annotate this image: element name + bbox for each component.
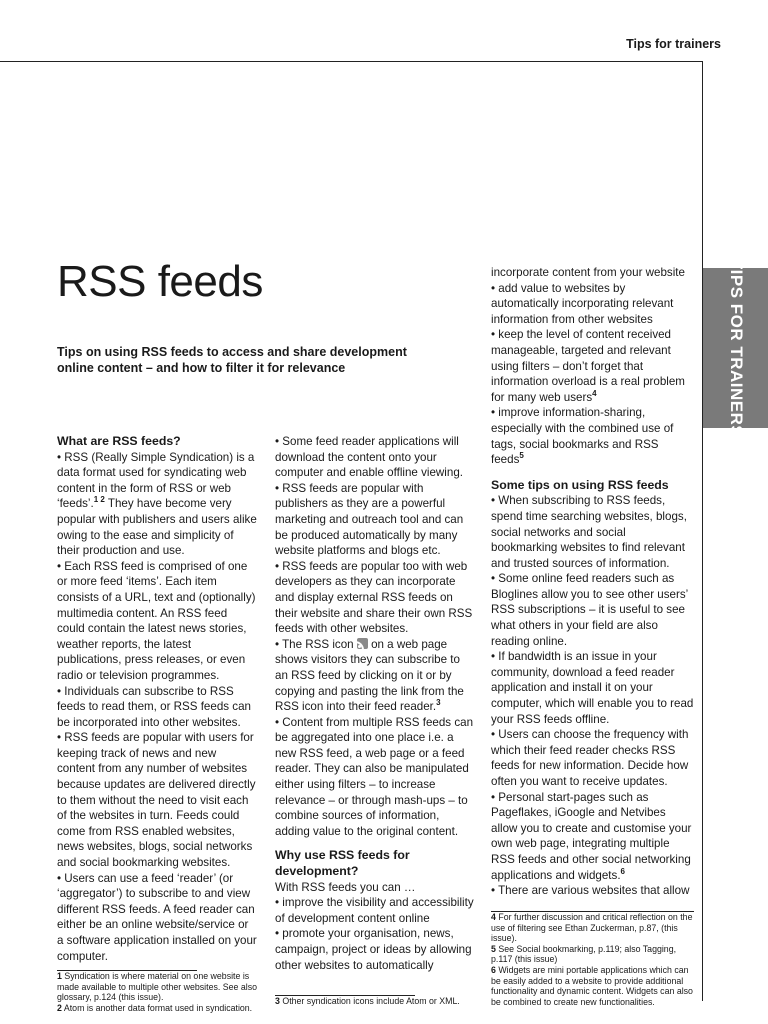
footnote: 2 Atom is another data format used in syndication.	[57, 1002, 253, 1013]
paragraph: incorporate content from your website	[491, 266, 685, 279]
footnote: 1 Syndication is where material on one website is made available to multiple other websites. See also glossary, p.124 (this issue).	[57, 971, 257, 1003]
paragraph: • Users can choose the frequency with which their feed reader checks RSS feeds for new information. Decide how often you want to receive updates.	[491, 728, 689, 788]
column-3	[491, 265, 694, 899]
paragraph: • improve information-sharing, especially with the combined use of tags, social bookmarks and RSS feeds$^5$	[491, 406, 674, 467]
paragraph: • improve the visibility and accessibility of development content online	[275, 896, 474, 925]
paragraph: • promote your organisation, news, campaign, project or ideas by allowing other websites to automatically	[275, 927, 472, 972]
section-heading-some-tips: Some tips on using RSS feeds	[491, 477, 669, 492]
paragraph: • RSS feeds are popular with publishers as they are a powerful marketing and outreach tool and can be produced automatically by many website platforms and blogs etc.	[275, 481, 464, 558]
paragraph: With RSS feeds you can …	[275, 880, 416, 894]
running-header: Tips for trainers	[626, 37, 721, 51]
margin-rule	[702, 61, 703, 1001]
footnote: 6 Widgets are mini portable applications which can be easily added to a website to provide additional functionality and dynamic content. Widgets can also be combined to create new functionalities.	[491, 964, 693, 1007]
footnotes-col-1	[57, 970, 257, 1013]
paragraph: • Users can use a feed ‘reader’ (or ‘aggregator’) to subscribe to and view different RSS feeds. A feed reader can either be an online website/service or a software application installed on your computer.	[57, 871, 257, 963]
side-tab-label: TIPS FOR TRAINERS	[726, 258, 746, 438]
paragraph: • add value to websites by automatically incorporating relevant information from other websites	[491, 281, 674, 326]
header-rule	[0, 61, 703, 62]
footnote-ref: 5	[519, 451, 524, 461]
paragraph: • Some online feed readers such as Bloglines allow you to see other users’ RSS subscriptions – it is useful to see what others in your field are also reading online.	[491, 572, 688, 648]
paragraph: • keep the level of content received manageable, targeted and relevant using filters – don’t forget that information overload is a real problem for many web users$^4$	[491, 328, 685, 404]
paragraph: • When subscribing to RSS feeds, spend time searching websites, blogs, social networks and social bookmarking websites to find relevant and trusted sources of information.	[491, 494, 687, 570]
footnote: 5 See Social bookmarking, p.119; also Tagging, p.117 (this issue)	[491, 943, 677, 965]
paragraph: • The RSS icon on a web page shows visitors they can subscribe to an RSS feed by clicking on it or by copying and pasting the link from the RSS icon into their feed reader.$^3$	[275, 637, 464, 714]
paragraph: • There are various websites that allow	[491, 884, 690, 898]
article-title: RSS feeds	[57, 257, 263, 306]
footnote: 3 Other syndication icons include Atom or XML.	[275, 996, 460, 1006]
standfirst: Tips on using RSS feeds to access and share development online content – and how to filter it for relevance	[57, 345, 407, 375]
footnote-ref: 3	[436, 698, 441, 708]
paragraph: • Individuals can subscribe to RSS feeds to read them, or RSS feeds can be incorporated into other websites.	[57, 684, 251, 729]
footnote-ref: 1 2	[93, 495, 105, 505]
paragraph: • If bandwidth is an issue in your community, download a feed reader application and install it on your computer, which will enable you to read your RSS feeds offline.	[491, 650, 694, 726]
paragraph: • Some feed reader applications will download the content onto your computer and enable offline viewing.	[275, 435, 463, 480]
column-2	[275, 434, 475, 973]
footnote-ref: 6	[620, 866, 625, 876]
paragraph: • RSS feeds are popular too with web developers as they can incorporate and display external RSS feeds on their website and share their own RSS feeds with other websites.	[275, 559, 473, 636]
side-tab	[703, 258, 768, 438]
paragraph: • Each RSS feed is comprised of one or more feed ‘items’. Each item consists of a URL, text and (optionally) multimedia content. An RSS feed could contain the latest news stories, weather reports, the latest publications, press releases, or even radio or television programmes.	[57, 559, 256, 682]
paragraph: • Content from multiple RSS feeds can be aggregated into one place i.e. a new RSS feed, a web page or a feed reader. They can also be manipulated either using filters – to increase relevance – or through mash-ups – to combine sources of information, adding value to the original content.	[275, 715, 474, 838]
footnote: 4 For further discussion and critical reflection on the use of filtering see Ethan Zuckerman, p.87, (this issue).	[491, 912, 693, 944]
column-1	[57, 434, 257, 964]
paragraph: • RSS feeds are popular with users for keeping track of news and new content from any number of websites because updates are delivered directly to them without the need to visit each of the websites in turn. Feeds could come from RSS enabled websites, news websites, blogs, social networks and social bookmarking websites.	[57, 731, 256, 870]
section-heading-why-use: Why use RSS feeds for development?	[275, 848, 410, 879]
rss-icon	[357, 638, 368, 649]
paragraph: • RSS (Really Simple Syndication) is a data format used for syndicating web content in the form of RSS or web ‘feeds’.$^{1 2}$ They have become very popular with publishers and users alike owing to the ease and simplicity of their production and use.	[57, 450, 257, 558]
footnotes-col-3	[491, 911, 694, 1007]
paragraph: • Personal start-pages such as Pageflakes, iGoogle and Netvibes allow you to create and customise your own web page, integrating multiple RSS feeds and other social networking applications and widgets.$^6$	[491, 790, 692, 882]
footnotes-col-2	[275, 995, 475, 1007]
section-heading-what-are: What are RSS feeds?	[57, 434, 181, 448]
footnote-ref: 4	[592, 388, 597, 398]
